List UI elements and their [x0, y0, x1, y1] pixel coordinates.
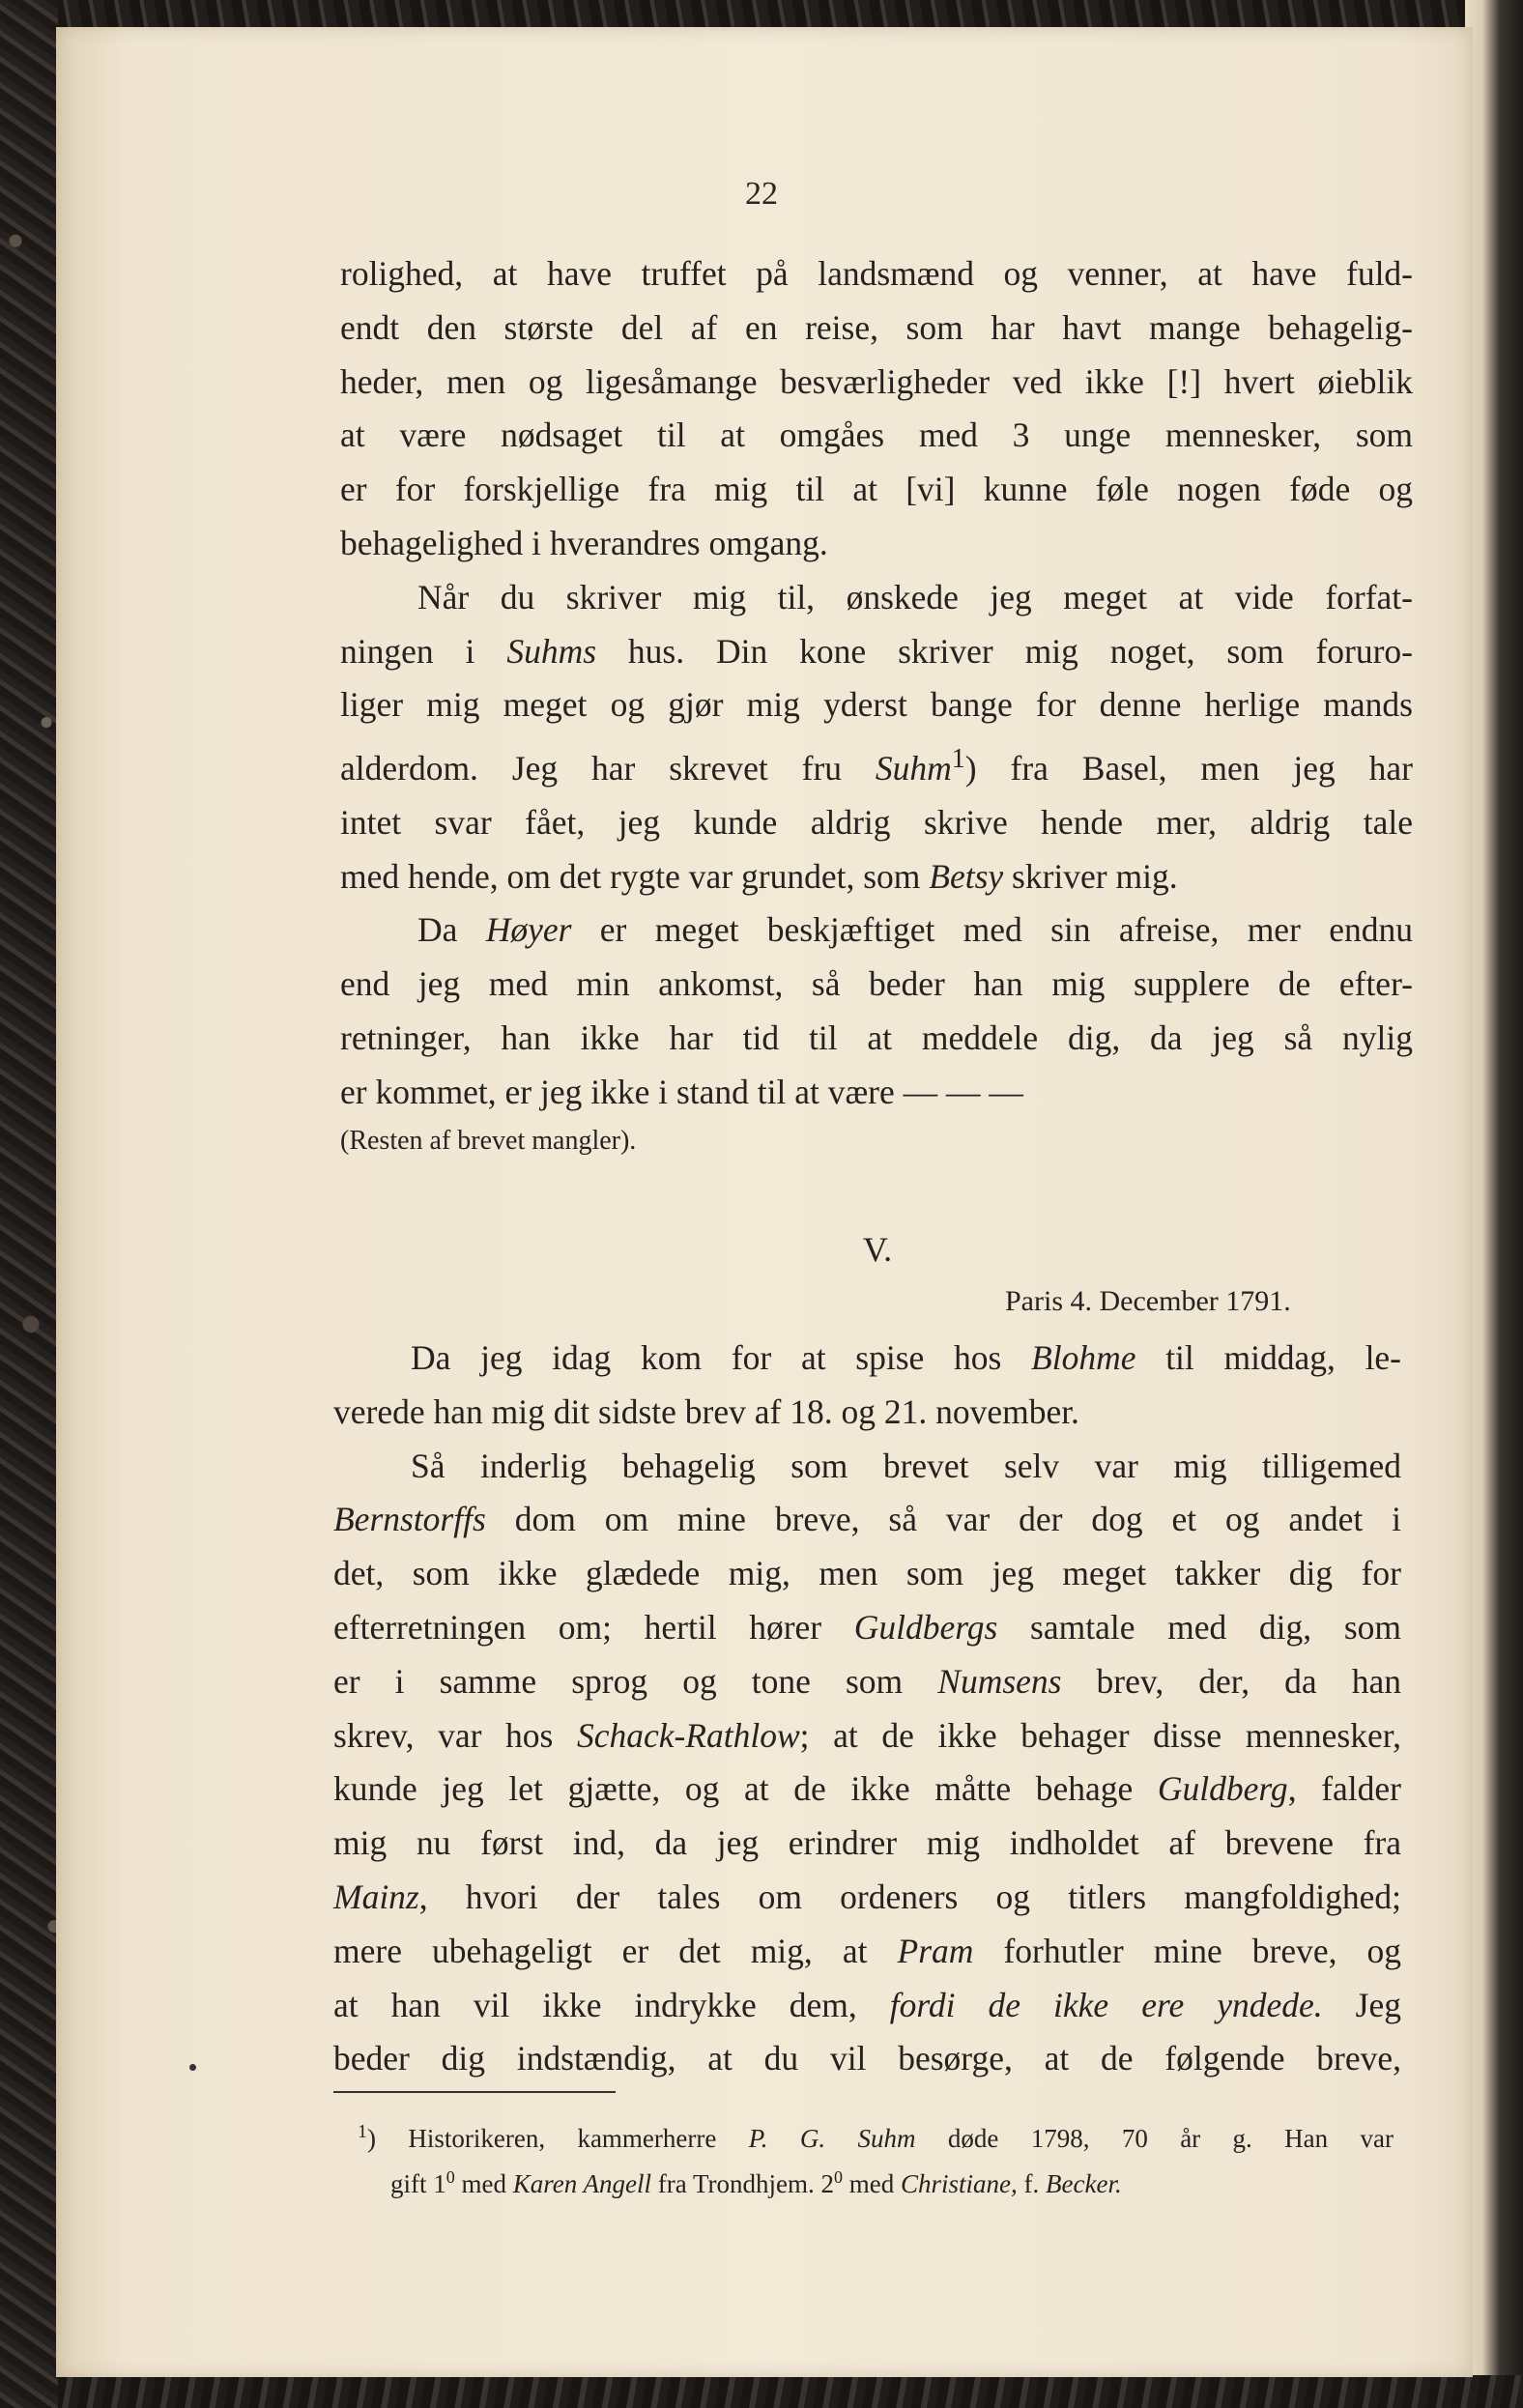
text-line: efterretningen om; hertil hører Guldbergs samtale med dig, som [333, 1607, 1401, 1647]
text-line: at være nødsaget til at omgåes med 3 unge mennesker, som [340, 416, 1413, 455]
missing-note: (Resten af brevet mangler). [340, 1125, 637, 1156]
text-line: Da jeg idag kom for at spise hos Blohme til middag, le- [411, 1338, 1402, 1377]
name-hoyer: Høyer [485, 910, 572, 950]
text-line: er i samme sprog og tone som Numsens brev, der, da han [333, 1661, 1401, 1701]
name-guldberg: Guldberg [1157, 1769, 1288, 1809]
name-schack-rathlow: Schack-Rathlow [576, 1715, 800, 1755]
name-mainz: Mainz [333, 1877, 419, 1916]
text-line: er kommet, er jeg ikke i stand til at være — — — [340, 1072, 1023, 1111]
text-line: endt den største del af en reise, som har havt mange behagelig- [340, 307, 1413, 347]
name-betsy: Betsy [929, 856, 1004, 896]
text-line: at han vil ikke indrykke dem, fordi de ikke ere yndede. Jeg [333, 1985, 1401, 2024]
text-line: mig nu først ind, da jeg erindrer mig indholdet af brevene fra [333, 1823, 1401, 1863]
footnote [358, 2112, 1394, 2203]
footnote-rule [333, 2091, 616, 2093]
ink-speck [189, 2064, 196, 2071]
letter-v-body [333, 1332, 1401, 2086]
name-guldbergs: Guldbergs [853, 1607, 998, 1647]
text-line: kunde jeg let gjætte, og at de ikke måtte behage Guldberg, falder [333, 1769, 1401, 1809]
emphasis: fordi de ikke ere yndede. [889, 1985, 1323, 2024]
book-bottom-edge [58, 2375, 1523, 2408]
text-line: Så inderlig behagelig som brevet selv var mig tilligemed [411, 1446, 1401, 1485]
text-line: beder dig indstændig, at du vil besørge, at de følgende breve, [333, 2039, 1401, 2078]
name-numsens: Numsens [937, 1661, 1062, 1701]
text-line: behagelighed i hverandres omgang. [340, 523, 828, 562]
footnote-line: $^1$) Historikeren, kammerherre P. G. Suhm døde 1798, 70 år g. Han var [358, 2121, 1394, 2153]
text-line: er for forskjellige fra mig til at [vi] kunne føle nogen føde og [340, 470, 1413, 509]
text-line: intet svar fået, jeg kunde aldrig skrive hende mer, aldrig tale [340, 802, 1413, 842]
name-pram: Pram [897, 1931, 974, 1970]
text-line: rolighed, at have truffet på landsmænd og venner, at have fuld- [340, 254, 1413, 293]
text-line: det, som ikke glædede mig, men som jeg meget takker dig for [333, 1554, 1401, 1593]
name-suhms: Suhms [506, 631, 597, 671]
text-line: alderdom. Jeg har skrevet fru Suhm$^1$) fra Basel, men jeg har [340, 744, 1413, 788]
text-line: ningen i Suhms hus. Din kone skriver mig noget, som foruro- [340, 631, 1414, 671]
text-line: heder, men og ligesåmange besværligheder ved ikke [!] hvert øieblik [340, 361, 1413, 401]
name-bernstorffs: Bernstorffs [333, 1500, 486, 1539]
text-line: med hende, om det rygte var grundet, som Betsy skriver mig. [340, 856, 1178, 896]
footnote-ref: 1 [951, 744, 965, 775]
name-blohme: Blohme [1031, 1338, 1136, 1377]
text-line: skrev, var hos Schack-Rathlow; at de ikke behager disse mennesker, [333, 1715, 1401, 1755]
name-suhm: Suhm [875, 749, 952, 788]
text-line: retninger, han ikke har tid til at meddele dig, da jeg så nylig [340, 1018, 1413, 1057]
text-line: verede han mig dit sidste brev af 18. og 21. november. [333, 1391, 1079, 1431]
text-line: Da Høyer er meget beskjæftiget med sin afreise, mer endnu [417, 910, 1413, 950]
book-right-edge [1465, 0, 1523, 2408]
page-number: 22 [745, 176, 778, 212]
section-heading: V. [862, 1230, 893, 1269]
letter-continuation [340, 247, 1413, 1162]
text-line: end jeg med min ankomst, så beder han mig supplere de efter- [340, 964, 1413, 1004]
text-line: Mainz, hvori der tales om ordeners og titlers mangfoldighed; [333, 1877, 1401, 1916]
footnote-line: gift $1^0$ med Karen Angell fra Trondhjem. $2^0$ med Christiane, f. Becker. [390, 2167, 1122, 2198]
text-line: Når du skriver mig til, ønskede jeg meget at vide forfat- [417, 577, 1413, 616]
text-line: Bernstorffs dom om mine breve, så var der dog et og andet i [333, 1500, 1401, 1539]
text-line: mere ubehageligt er det mig, at Pram forhutler mine breve, og [333, 1931, 1402, 1970]
letter-dateline: Paris 4. December 1791. [1005, 1285, 1291, 1317]
text-line: liger mig meget og gjør mig yderst bange for denne herlige mands [340, 685, 1413, 725]
